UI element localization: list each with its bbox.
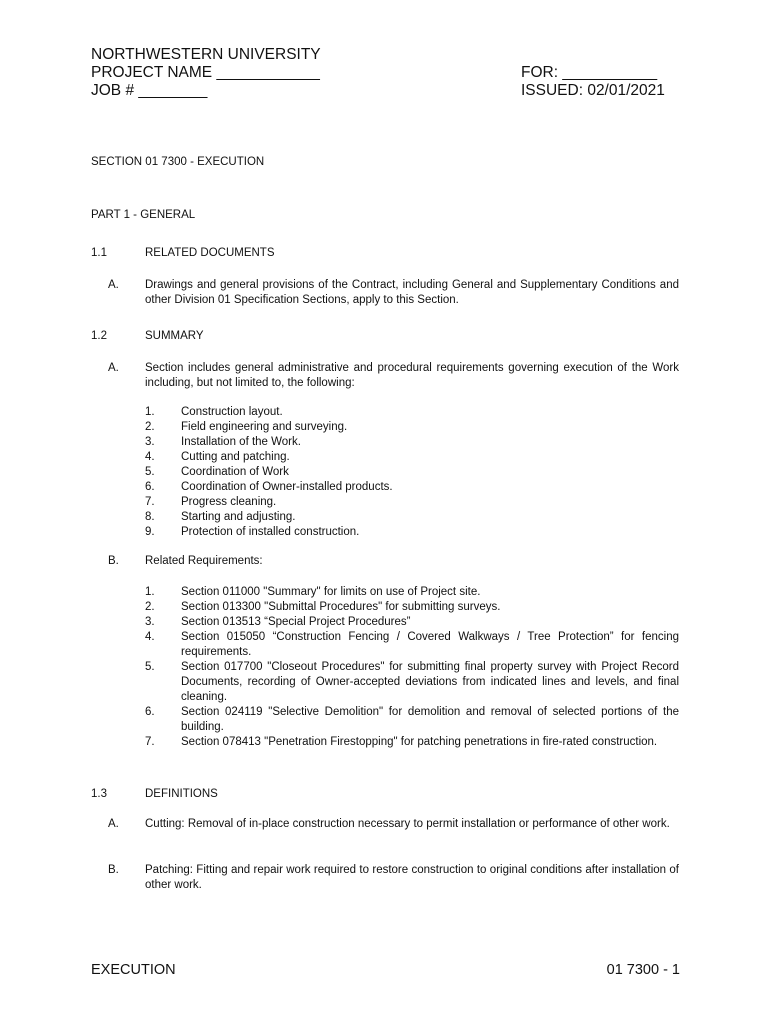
list-item: 2. Field engineering and surveying. [145, 421, 348, 433]
paragraph-letter: A. [108, 279, 119, 291]
paragraph-text: Related Requirements: [145, 555, 263, 567]
article-title: RELATED DOCUMENTS [145, 247, 275, 259]
list-item: 3. Installation of the Work. [145, 436, 301, 448]
paragraph-letter: A. [108, 818, 119, 830]
list-item: 5. Section 017700 "Closeout Procedures" for submitting final property survey with Project Record Documents, recording of Owner-accepted deviations from indicated lines and levels, and final cleaning. [145, 661, 679, 703]
org-name: NORTHWESTERN UNIVERSITY [91, 46, 321, 63]
article-title: SUMMARY [145, 330, 204, 342]
list-item: 4. Cutting and patching. [145, 451, 290, 463]
article-number: 1.1 [91, 247, 107, 259]
footer-left: EXECUTION [91, 962, 176, 978]
paragraph-text: Section includes general administrative and procedural requirements governing execution of the Work including, but not limited to, the following: [145, 362, 679, 389]
article-number: 1.2 [91, 330, 107, 342]
paragraph-letter: B. [108, 555, 119, 567]
list-item: 6. Section 024119 "Selective Demolition" for demolition and removal of selected portions of the building. [145, 706, 679, 733]
list-item: 2. Section 013300 "Submittal Procedures" for submitting surveys. [145, 601, 501, 613]
issued-date: ISSUED: 02/01/2021 [521, 82, 665, 99]
paragraph-text: Cutting: Removal of in-place construction necessary to permit installation or performance of other work. [145, 818, 670, 830]
article-title: DEFINITIONS [145, 788, 218, 800]
related-requirements-list [145, 585, 679, 750]
list-item: 7. Progress cleaning. [145, 496, 277, 508]
paragraph-text: Drawings and general provisions of the Contract, including General and Supplementary Conditions and other Division 01 Specification Sections, apply to this Section. [145, 279, 679, 306]
summary-list [145, 405, 679, 540]
list-item: 1. Section 011000 "Summary" for limits on use of Project site. [145, 586, 481, 598]
page-number: 01 7300 - 1 [606, 962, 680, 978]
list-item: 3. Section 013513 “Special Project Procedures” [145, 616, 411, 628]
list-item: 1. Construction layout. [145, 406, 283, 418]
job-number: JOB # ________ [91, 82, 208, 99]
list-item: 5. Coordination of Work [145, 466, 289, 478]
project-name: PROJECT NAME ____________ [91, 64, 320, 81]
list-item: 9. Protection of installed construction. [145, 526, 360, 538]
list-item: 6. Coordination of Owner-installed products. [145, 481, 393, 493]
paragraph-letter: B. [108, 864, 119, 876]
list-item: 8. Starting and adjusting. [145, 511, 296, 523]
header-right [521, 64, 665, 100]
for-field: FOR: ___________ [521, 64, 658, 81]
article-number: 1.3 [91, 788, 107, 800]
section-title: SECTION 01 7300 - EXECUTION [91, 156, 265, 168]
part-title: PART 1 - GENERAL [91, 209, 196, 221]
paragraph-text: Patching: Fitting and repair work required to restore construction to original conditions after installation of other work. [145, 864, 679, 891]
header-left [91, 46, 321, 100]
list-item: 7. Section 078413 "Penetration Firestopping" for patching penetrations in fire-rated construction. [145, 736, 658, 748]
list-item: 4. Section 015050 “Construction Fencing / Covered Walkways / Tree Protection” for fencing requirements. [145, 631, 679, 658]
paragraph-letter: A. [108, 362, 119, 374]
